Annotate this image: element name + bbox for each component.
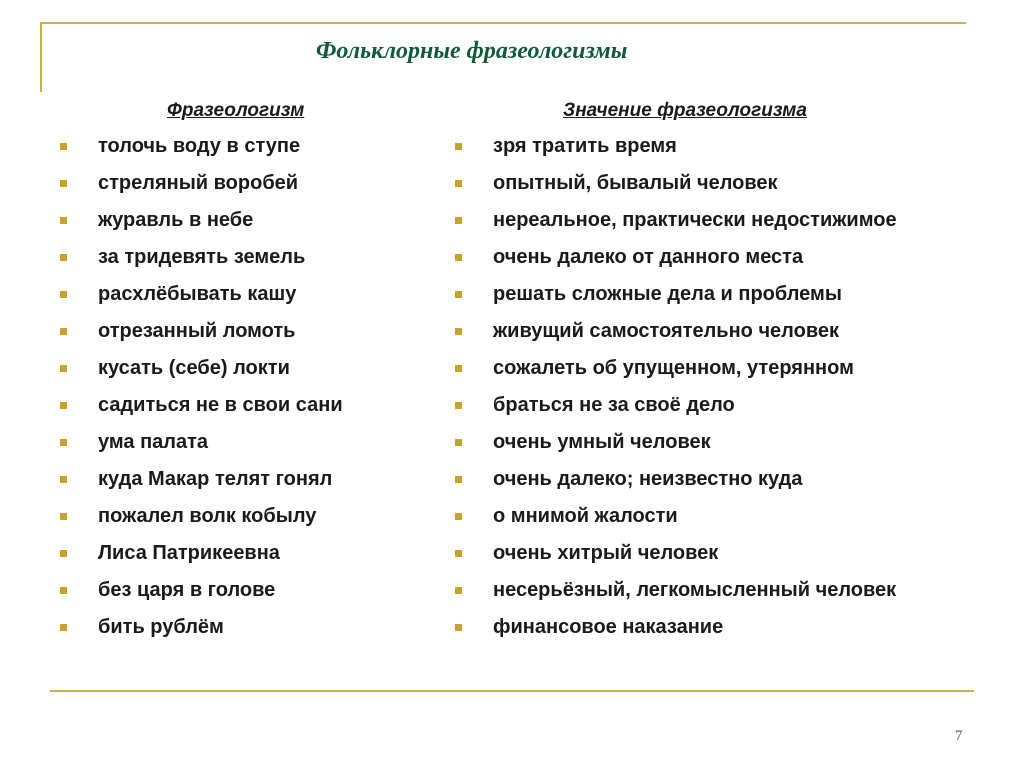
left-frame-line [40, 22, 42, 92]
idiom-text: пожалел волк кобылу [98, 505, 317, 527]
idiom-item [60, 202, 343, 239]
bullet-icon [60, 143, 67, 150]
meaning-text: несерьёзный, легкомысленный человек [493, 579, 897, 601]
meaning-text: очень далеко от данного места [493, 246, 804, 268]
idiom-item [60, 350, 343, 387]
idiom-item [60, 128, 343, 165]
idiom-text: без царя в голове [98, 579, 276, 601]
meaning-text: о мнимой жалости [493, 505, 678, 527]
meaning-item [455, 202, 897, 239]
bullet-icon [60, 217, 67, 224]
idiom-text: куда Макар телят гонял [98, 468, 333, 490]
meaning-item [455, 239, 897, 276]
idiom-item [60, 387, 343, 424]
bullet-icon [60, 328, 67, 335]
page-number: 7 [955, 728, 963, 744]
idiom-item [60, 461, 343, 498]
bullet-icon [455, 143, 462, 150]
meaning-item [455, 128, 897, 165]
idiom-item [60, 609, 343, 646]
meaning-text: сожалеть об упущенном, утерянном [493, 357, 854, 379]
idiom-item [60, 572, 343, 609]
meaning-item [455, 165, 897, 202]
bullet-icon [455, 439, 462, 446]
bullet-icon [60, 624, 67, 631]
meaning-text: зря тратить время [493, 135, 677, 157]
bullet-icon [455, 587, 462, 594]
bullet-icon [455, 365, 462, 372]
idiom-item [60, 313, 343, 350]
bullet-icon [60, 254, 67, 261]
slide-title: Фольклорные фразеологизмы [316, 38, 628, 64]
bottom-frame-line [50, 690, 974, 692]
meaning-item [455, 276, 897, 313]
idiom-text: Лиса Патрикеевна [98, 542, 280, 564]
idiom-column-header: Фразеологизм [167, 100, 305, 121]
top-frame-line [40, 22, 966, 24]
idiom-text: стреляный воробей [98, 172, 299, 194]
meaning-item [455, 498, 897, 535]
meaning-text: живущий самостоятельно человек [493, 320, 839, 342]
meaning-text: очень далеко; неизвестно куда [493, 468, 803, 490]
meaning-item [455, 609, 897, 646]
idiom-text: бить рублём [98, 616, 224, 638]
idiom-text: отрезанный ломоть [98, 320, 296, 342]
bullet-icon [455, 624, 462, 631]
meaning-list [455, 128, 897, 646]
meaning-item [455, 461, 897, 498]
bullet-icon [455, 328, 462, 335]
meaning-column-header: Значение фразеологизма [563, 100, 807, 121]
idiom-item [60, 535, 343, 572]
bullet-icon [60, 587, 67, 594]
idiom-item [60, 239, 343, 276]
meaning-text: финансовое наказание [493, 616, 724, 638]
idiom-text: журавль в небе [98, 209, 254, 231]
bullet-icon [60, 513, 67, 520]
meaning-text: браться не за своё дело [493, 394, 735, 416]
idiom-text: кусать (себе) локти [98, 357, 290, 379]
idiom-item [60, 165, 343, 202]
meaning-item [455, 313, 897, 350]
meaning-item [455, 350, 897, 387]
idiom-text: расхлёбывать кашу [98, 283, 297, 305]
idiom-item [60, 424, 343, 461]
idiom-text: садиться не в свои сани [98, 394, 343, 416]
meaning-text: опытный, бывалый человек [493, 172, 778, 194]
meaning-text: нереальное, практически недостижимое [493, 209, 897, 231]
bullet-icon [60, 402, 67, 409]
meaning-item [455, 387, 897, 424]
meaning-text: очень умный человек [493, 431, 711, 453]
idiom-item [60, 498, 343, 535]
bullet-icon [455, 402, 462, 409]
meaning-text: решать сложные дела и проблемы [493, 283, 842, 305]
bullet-icon [60, 365, 67, 372]
bullet-icon [455, 254, 462, 261]
meaning-item [455, 572, 897, 609]
bullet-icon [60, 476, 67, 483]
meaning-text: очень хитрый человек [493, 542, 719, 564]
bullet-icon [60, 180, 67, 187]
idiom-text: за тридевять земель [98, 246, 306, 268]
idiom-text: ума палата [98, 431, 209, 453]
idiom-item [60, 276, 343, 313]
bullet-icon [455, 513, 462, 520]
bullet-icon [60, 550, 67, 557]
bullet-icon [455, 180, 462, 187]
meaning-item [455, 424, 897, 461]
idiom-text: толочь воду в ступе [98, 135, 301, 157]
bullet-icon [455, 291, 462, 298]
bullet-icon [455, 550, 462, 557]
bullet-icon [60, 291, 67, 298]
bullet-icon [455, 476, 462, 483]
bullet-icon [455, 217, 462, 224]
idiom-list [60, 128, 343, 646]
bullet-icon [60, 439, 67, 446]
meaning-item [455, 535, 897, 572]
